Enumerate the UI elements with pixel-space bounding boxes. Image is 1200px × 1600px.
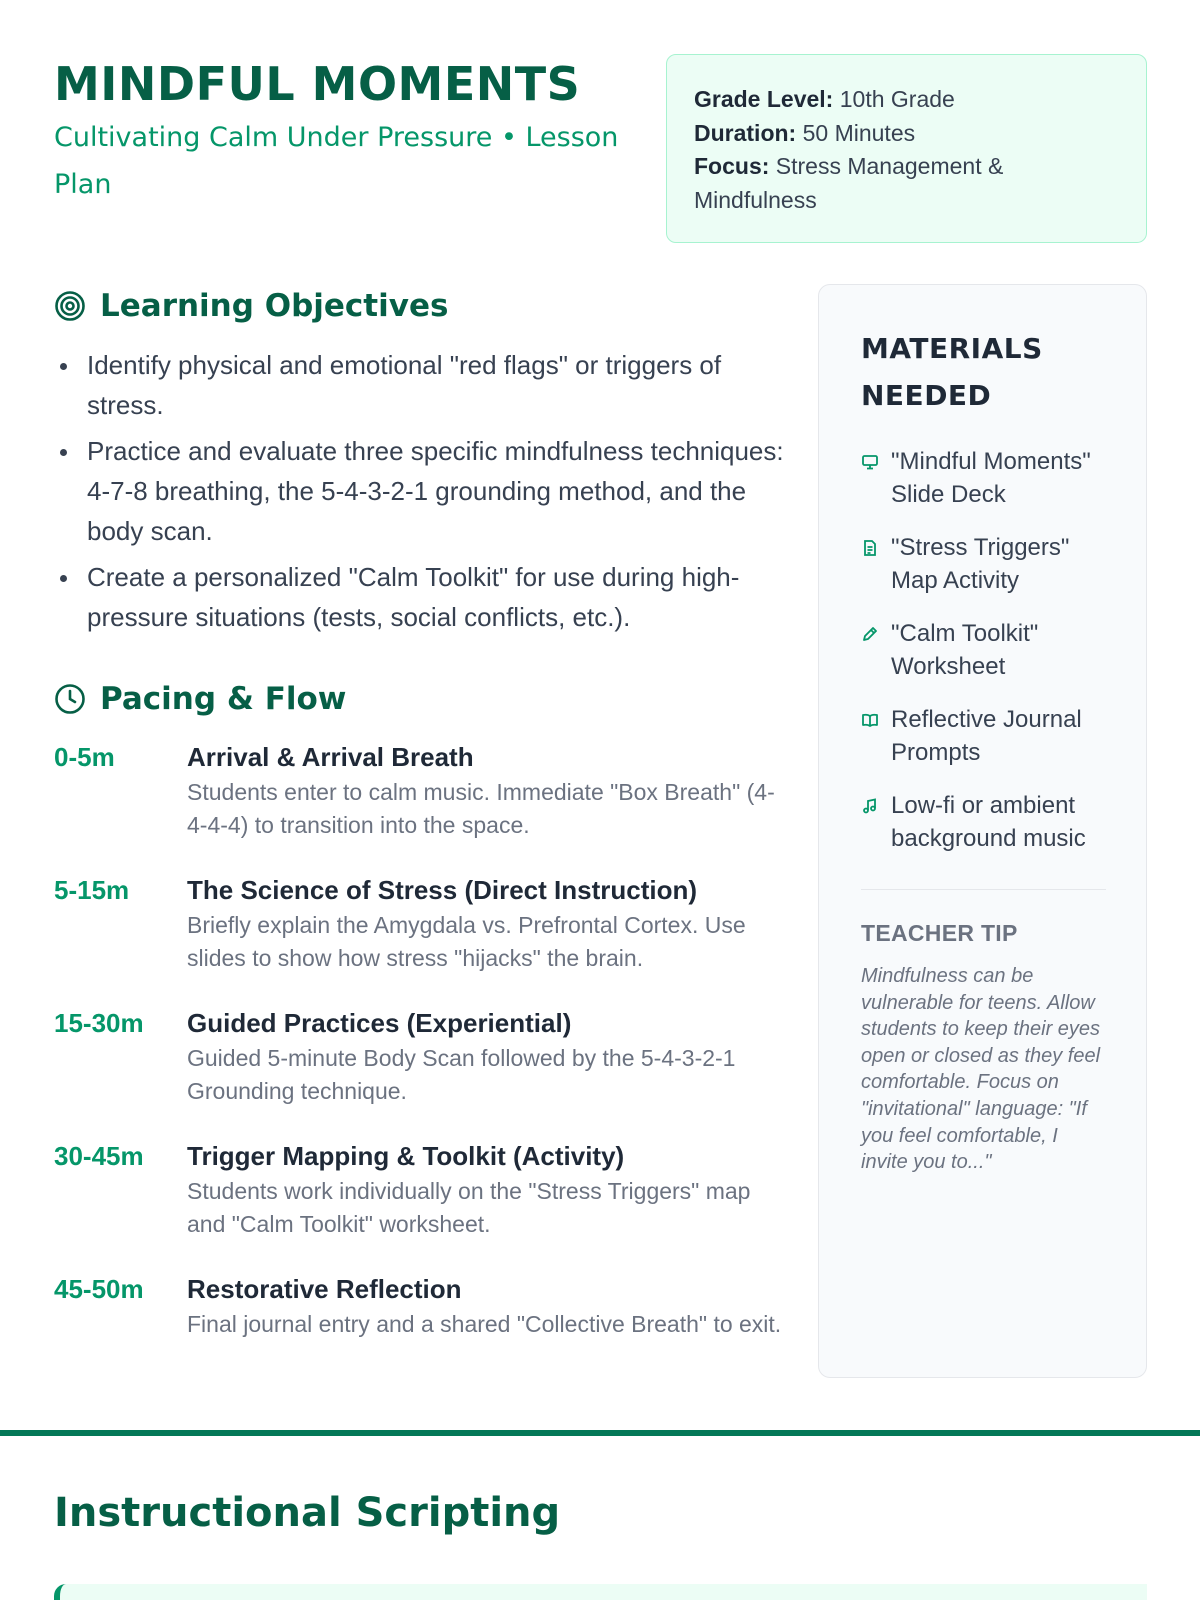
meta-grade — [694, 83, 1119, 117]
meta-duration-value: 50 Minutes — [802, 119, 916, 146]
list-item: Identify physical and emotional "red flags" or triggers of stress. — [54, 345, 784, 425]
meta-grade-label: Grade Level: — [694, 86, 834, 112]
book-icon — [861, 711, 879, 729]
pacing-title: Guided Practices (Experiential) — [187, 1008, 572, 1038]
music-note-icon — [861, 797, 879, 815]
pacing-time: 0-5m — [54, 742, 115, 772]
pacing-row — [54, 1008, 794, 1108]
meta-duration — [694, 117, 1119, 151]
material-label: Reflective Journal Prompts — [891, 706, 1082, 766]
material-label: "Mindful Moments" Slide Deck — [891, 448, 1091, 508]
pacing-desc: Briefly explain the Amygdala vs. Prefrontal Cortex. Use slides to show how stress "hijacks" the brain. — [187, 912, 746, 971]
section-divider — [0, 1430, 1200, 1436]
pacing-time: 30-45m — [54, 1141, 144, 1171]
document-icon — [861, 539, 879, 557]
pacing-row — [54, 875, 794, 975]
meta-focus — [694, 150, 1119, 217]
list-item — [861, 789, 1106, 855]
sidebar-divider — [861, 889, 1106, 890]
pacing-title: The Science of Stress (Direct Instruction) — [187, 875, 698, 905]
teacher-tip-text: Mindfulness can be vulnerable for teens. Allow students to keep their eyes open or closed as they feel comfortable. Focus on "invitational" language: "If you feel comfortable, I invite you to..." — [861, 965, 1101, 1174]
scripting-heading: Instructional Scripting — [54, 1490, 561, 1536]
pacing-desc: Students work individually on the "Stress Triggers" map and "Calm Toolkit" worksheet. — [187, 1178, 751, 1237]
material-label: Low-fi or ambient background music — [891, 792, 1086, 852]
monitor-icon — [861, 453, 879, 471]
lesson-meta-box — [666, 54, 1147, 243]
clock-icon — [54, 683, 86, 715]
materials-heading: MATERIALS NEEDED — [861, 332, 1043, 412]
pacing-title: Arrival & Arrival Breath — [187, 742, 474, 772]
pacing-desc: Guided 5-minute Body Scan followed by the 5-4-3-2-1 Grounding technique. — [187, 1045, 736, 1104]
list-item — [861, 617, 1106, 683]
teacher-tip-label: TEACHER TIP — [861, 920, 1018, 946]
target-icon — [54, 290, 86, 322]
objectives-heading — [54, 288, 448, 324]
pacing-title: Trigger Mapping & Toolkit (Activity) — [187, 1141, 625, 1171]
pacing-desc: Final journal entry and a shared "Collective Breath" to exit. — [187, 1311, 782, 1337]
meta-focus-value: Stress Management & Mindfulness — [694, 153, 1004, 213]
lesson-title: MINDFUL MOMENTS — [54, 57, 581, 111]
list-item — [861, 531, 1106, 597]
lesson-subtitle: Cultivating Calm Under Pressure • Lesson Plan — [54, 122, 619, 200]
material-label: "Stress Triggers" Map Activity — [891, 534, 1070, 594]
objectives-list — [54, 345, 784, 643]
pacing-desc: Students enter to calm music. Immediate "Box Breath" (4-4-4-4) to transition into the space. — [187, 779, 775, 838]
pacing-heading — [54, 681, 346, 717]
list-item: Practice and evaluate three specific mindfulness techniques: 4-7-8 breathing, the 5-4-3-2-1 grounding method, and the body scan. — [54, 431, 784, 551]
materials-sidebar — [818, 284, 1147, 1378]
pacing-time: 15-30m — [54, 1008, 144, 1038]
meta-focus-label: Focus: — [694, 153, 770, 179]
materials-list — [861, 445, 1106, 855]
pacing-time: 45-50m — [54, 1274, 144, 1304]
list-item: Create a personalized "Calm Toolkit" for use during high-pressure situations (tests, social conflicts, etc.). — [54, 557, 784, 637]
scripting-box — [54, 1584, 1147, 1600]
list-item — [861, 703, 1106, 769]
pacing-time: 5-15m — [54, 875, 130, 905]
material-label: "Calm Toolkit" Worksheet — [891, 620, 1039, 680]
list-item — [861, 445, 1106, 511]
pacing-heading-text: Pacing & Flow — [100, 681, 347, 717]
pencil-icon — [861, 625, 879, 643]
pacing-row — [54, 742, 794, 842]
meta-grade-value: 10th Grade — [839, 86, 955, 112]
pacing-row — [54, 1274, 794, 1341]
pacing-title: Restorative Reflection — [187, 1274, 462, 1304]
pacing-row — [54, 1141, 794, 1241]
meta-duration-label: Duration: — [694, 119, 797, 146]
objectives-heading-text: Learning Objectives — [100, 288, 449, 324]
